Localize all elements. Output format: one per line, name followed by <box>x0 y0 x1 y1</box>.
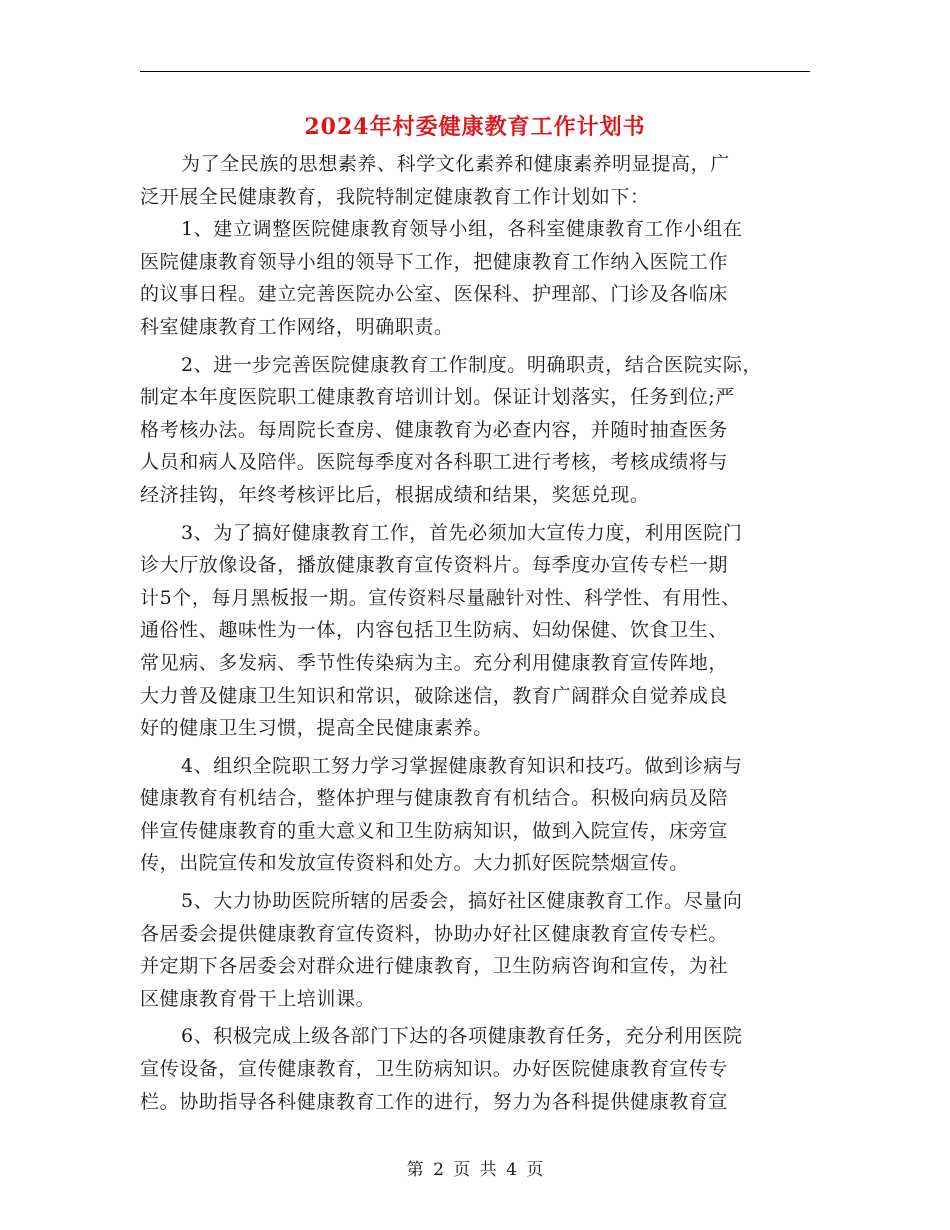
paragraph-line: 泛开展全民健康教育，我院特制定健康教育工作计划如下： <box>140 185 650 208</box>
document-body <box>140 148 810 1118</box>
paragraph-line: 人员和病人及陪伴。医院每季度对各科职工进行考核，考核成绩将与 <box>140 451 729 474</box>
paragraph-line: 好的健康卫生习惯，提高全民健康素养。 <box>140 717 493 740</box>
paragraph-line: 6、积极完成上级各部门下达的各项健康教育任务，充分利用医院 <box>181 1025 743 1048</box>
paragraph-4 <box>140 750 810 880</box>
paragraph-line: 科室健康教育工作网络，明确职责。 <box>140 315 454 338</box>
paragraph-line: 大力普及健康卫生知识和常识，破除迷信，教育广阔群众自觉养成良 <box>140 684 729 707</box>
paragraph-line: 3、为了搞好健康教育工作，首先必须加大宣传力度，利用医院门 <box>181 521 743 544</box>
paragraph-line: 医院健康教育领导小组的领导下工作，把健康教育工作纳入医院工作 <box>140 250 729 273</box>
paragraph-line: 栏。协助指导各科健康教育工作的进行，努力为各科提供健康教育宣 <box>140 1090 729 1113</box>
paragraph-line: 并定期下各居委会对群众进行健康教育，卫生防病咨询和宣传，为社 <box>140 955 729 978</box>
paragraph-line: 4、组织全院职工努力学习掌握健康教育知识和技巧。做到诊病与 <box>181 754 743 777</box>
paragraph-line: 格考核办法。每周院长查房、健康教育为必查内容，并随时抽查医务 <box>140 418 729 441</box>
paragraph-0 <box>140 148 810 213</box>
paragraph-line: 制定本年度医院职工健康教育培训计划。保证计划落实，任务到位;严 <box>140 386 736 409</box>
paragraph-line: 区健康教育骨干上培训课。 <box>140 987 376 1010</box>
paragraph-line: 1、建立调整医院健康教育领导小组，各科室健康教育工作小组在 <box>181 218 743 241</box>
paragraph-line: 常见病、多发病、季节性传染病为主。充分利用健康教育宣传阵地， <box>140 651 729 674</box>
paragraph-line: 传，出院宣传和发放宣传资料和处方。大力抓好医院禁烟宣传。 <box>140 852 689 875</box>
paragraph-6 <box>140 1020 810 1118</box>
paragraph-line: 健康教育有机结合，整体护理与健康教育有机结合。积极向病员及陪 <box>140 787 729 810</box>
paragraph-line: 通俗性、趣味性为一体，内容包括卫生防病、妇幼保健、饮食卫生、 <box>140 619 729 642</box>
paragraph-line: 伴宣传健康教育的重大意义和卫生防病知识，做到入院宣传，床旁宣 <box>140 819 729 842</box>
paragraph-5 <box>140 885 810 1015</box>
paragraph-line: 2、进一步完善医院健康教育工作制度。明确职责，结合医院实际， <box>181 353 763 376</box>
paragraph-1 <box>140 213 810 343</box>
paragraph-line: 诊大厅放像设备，播放健康教育宣传资料片。每季度办宣传专栏一期 <box>140 554 729 577</box>
paragraph-line: 各居委会提供健康教育宣传资料，协助办好社区健康教育宣传专栏。 <box>140 922 729 945</box>
paragraph-line: 5、大力协助医院所辖的居委会，搞好社区健康教育工作。尽量向 <box>181 890 743 913</box>
document-title: 2024年村委健康教育工作计划书 <box>304 114 646 140</box>
page-footer: 第 2 页 共 4 页 <box>406 1160 544 1180</box>
paragraph-3 <box>140 517 810 745</box>
paragraph-line: 经济挂钩，年终考核评比后，根据成绩和结果，奖惩兑现。 <box>140 483 650 506</box>
paragraph-line: 的议事日程。建立完善医院办公室、医保科、护理部、门诊及各临床 <box>140 283 729 306</box>
paragraph-2 <box>140 349 810 512</box>
header-rule <box>140 71 810 72</box>
paragraph-line: 宣传设备，宣传健康教育，卫生防病知识。办好医院健康教育宣传专 <box>140 1058 729 1081</box>
paragraph-line: 为了全民族的思想素养、科学文化素养和健康素养明显提高，广 <box>181 153 730 175</box>
paragraph-line: 计5个，每月黑板报一期。宣传资料尽量融针对性、科学性、有用性、 <box>140 586 741 609</box>
